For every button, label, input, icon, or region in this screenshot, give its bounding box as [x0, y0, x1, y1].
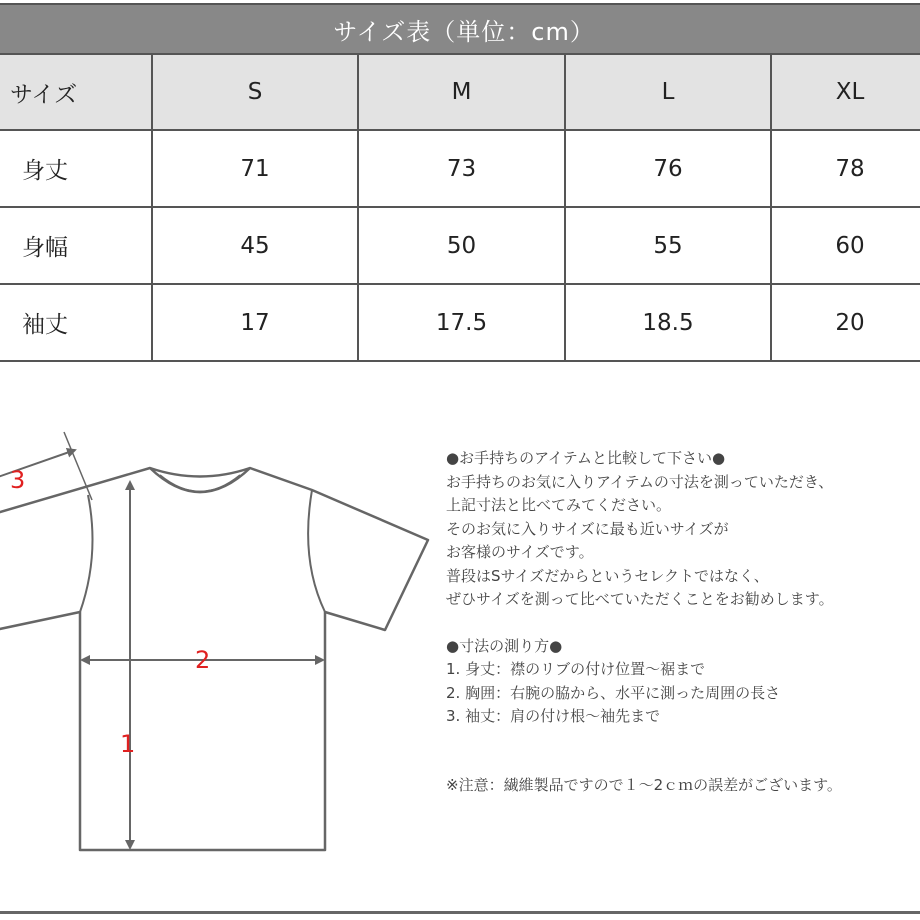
compare-line: そのお気に入りサイズに最も近いサイズが: [446, 519, 729, 538]
measure-line: 1. 身丈：襟のリブの付け位置～裾まで: [446, 660, 706, 678]
table-cell: 20: [771, 284, 920, 361]
size-table: [0, 3, 920, 362]
marker-3: 3: [10, 466, 26, 494]
table-cell: 17: [152, 284, 358, 361]
measure-heading: ●寸法の測り方●: [446, 636, 563, 655]
column-header-size: サイズ: [0, 54, 152, 130]
compare-line: お客様のサイズです。: [446, 543, 594, 561]
table-cell: 78: [771, 130, 920, 207]
table-cell: 73: [358, 130, 565, 207]
compare-heading: ●お手持ちのアイテムと比較して下さい●: [446, 449, 726, 467]
measure-line: 2. 胸囲：右腕の脇から、水平に測った周囲の長さ: [446, 683, 781, 702]
marker-2: 2: [195, 646, 211, 674]
table-cell: 60: [771, 207, 920, 284]
compare-line: 上記寸法と比べてみてください。: [446, 496, 672, 514]
table-title: サイズ表（単位：cm）: [0, 4, 920, 54]
bottom-divider: [0, 911, 920, 914]
table-row-width: [0, 207, 920, 284]
table-title-row: [0, 4, 920, 54]
table-cell: 71: [152, 130, 358, 207]
compare-line: お手持ちのお気に入りアイテムの寸法を測っていただき、: [446, 472, 834, 491]
compare-line: 普段はSサイズだからというセレクトではなく、: [446, 566, 769, 585]
notes-section: [446, 447, 920, 797]
table-row-sleeve: [0, 284, 920, 361]
measure-line: 3. 袖丈：肩の付け根～袖先まで: [446, 707, 661, 725]
table-cell: 76: [565, 130, 771, 207]
table-row-length: [0, 130, 920, 207]
tshirt-diagram: [0, 420, 440, 900]
table-cell: 50: [358, 207, 565, 284]
table-cell: 45: [152, 207, 358, 284]
compare-line: ぜひサイズを測って比べていただくことをお勧めします。: [446, 590, 834, 608]
column-header-l: L: [565, 54, 771, 130]
caution-note: ※注意：繊維製品ですので１～2ｃｍの誤差がございます。: [446, 775, 842, 794]
row-label: 身幅: [0, 207, 152, 284]
table-cell: 55: [565, 207, 771, 284]
column-header-xl: XL: [771, 54, 920, 130]
column-header-s: S: [152, 54, 358, 130]
table-cell: 17.5: [358, 284, 565, 361]
tshirt-outline-icon: [0, 420, 440, 900]
table-cell: 18.5: [565, 284, 771, 361]
row-label: 袖丈: [0, 284, 152, 361]
row-label: 身丈: [0, 130, 152, 207]
column-header-m: M: [358, 54, 565, 130]
marker-1: 1: [120, 730, 136, 758]
table-header-row: [0, 54, 920, 130]
